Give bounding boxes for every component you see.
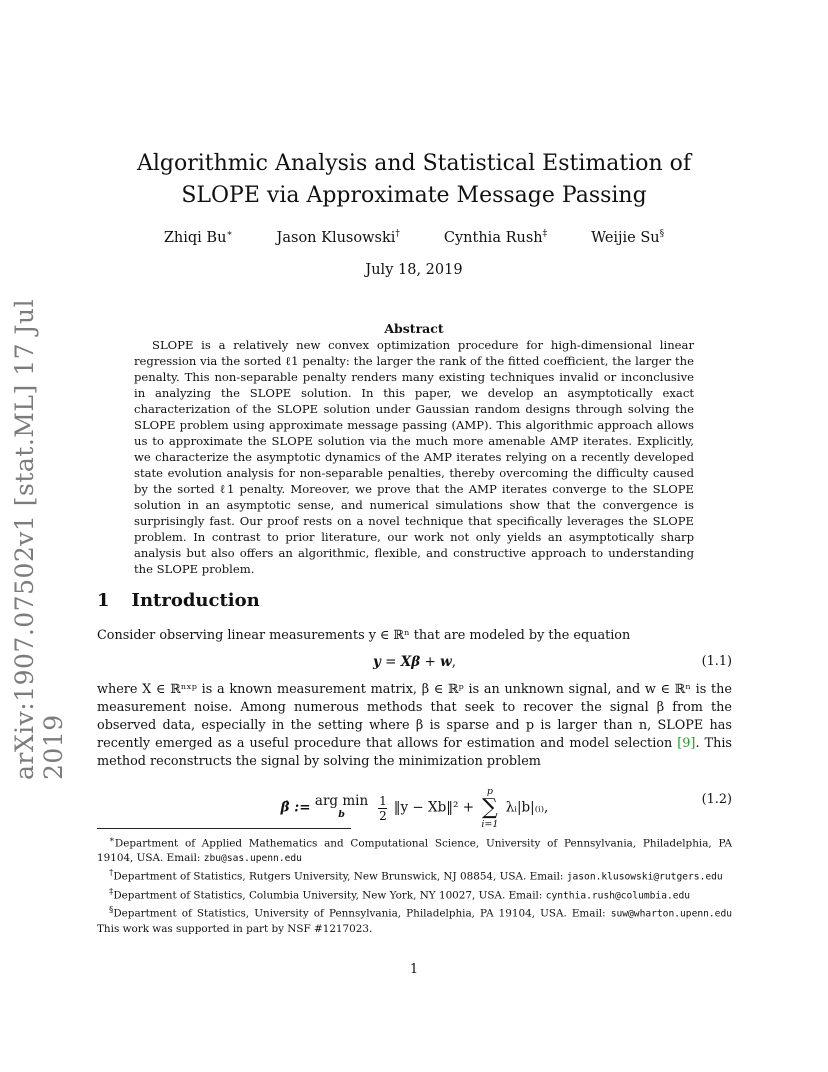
footnote-divider	[97, 828, 351, 829]
author	[277, 229, 400, 246]
equation-number: (1.1)	[701, 654, 732, 669]
equation-body: y = Xβ + w,	[372, 654, 457, 670]
eq-argmin	[315, 794, 368, 822]
footnote	[97, 866, 732, 884]
footnote	[97, 833, 732, 866]
frac-denominator: 2	[379, 808, 387, 823]
footnote-text: Department of Statistics, Rutgers University, New Brunswick, NJ 08854, USA. Email:	[113, 870, 567, 883]
citation-link[interactable]: [9]	[677, 736, 696, 751]
section-heading	[97, 590, 260, 611]
eq-y: y	[372, 654, 381, 670]
footnote-text: Department of Statistics, Columbia University, New York, NY 10027, USA. Email:	[113, 889, 546, 902]
frac-numerator: 1	[379, 793, 387, 808]
author	[444, 229, 547, 246]
author-list	[96, 229, 732, 246]
author-name: Weijie Su	[591, 229, 660, 246]
author-mark: ‡	[542, 229, 548, 239]
author	[164, 229, 233, 246]
footnote	[97, 903, 732, 936]
footnote-email[interactable]: cynthia.rush@columbia.edu	[545, 890, 691, 902]
eq-norm: ‖y − Xb‖² +	[393, 799, 475, 816]
author-name: Jason Klusowski	[276, 229, 396, 246]
author-mark: ∗	[226, 229, 233, 239]
equation-body	[97, 786, 732, 830]
sum-upper: p	[486, 786, 493, 797]
section-title: Introduction	[131, 590, 260, 611]
paragraph	[97, 681, 732, 771]
eq-beta: β	[411, 654, 421, 670]
equation-number: (1.2)	[701, 792, 732, 807]
author-name: Zhiqi Bu	[163, 229, 227, 246]
equation-1-2	[97, 782, 732, 828]
argmin-text: arg min	[314, 793, 369, 809]
eq-w: w	[440, 654, 452, 670]
author-name: Cynthia Rush	[443, 229, 543, 246]
sum-sigma: ∑	[482, 795, 498, 820]
paragraph: Consider observing linear measurements y ∈ ℝⁿ that are modeled by the equation	[97, 628, 631, 643]
footnote-mark: †	[109, 868, 114, 879]
footnote	[97, 885, 732, 903]
eq-term: λᵢ|b|₍ᵢ₎,	[505, 799, 549, 816]
paper-date: July 18, 2019	[365, 262, 463, 278]
sum-lower: i=1	[481, 819, 499, 830]
section-number: 1	[97, 590, 110, 611]
footnote-mark: ∗	[109, 835, 115, 845]
eq-sum	[481, 786, 498, 830]
footnote-text: Department of Statistics, University of Pennsylvania, Philadelphia, PA 19104, USA. Email:	[113, 907, 611, 920]
footnote-email[interactable]: zbu@sas.upenn.edu	[203, 853, 302, 865]
footnote-email[interactable]: suw@wharton.upenn.edu	[610, 908, 732, 920]
footnote-mark: §	[109, 905, 114, 916]
footnote-text: Department of Applied Mathematics and Computational Science, University of Pennsylvania, Philadelphia, PA 19104, USA. Email:	[97, 837, 732, 865]
footnote-mark: ‡	[109, 886, 114, 897]
abstract-heading: Abstract	[384, 321, 444, 336]
page-number: 1	[409, 962, 419, 977]
author-mark: †	[395, 229, 400, 239]
footnote-email[interactable]: jason.klusowski@rutgers.edu	[566, 871, 723, 883]
eq-fraction	[378, 794, 387, 823]
eq-x: X	[400, 654, 412, 670]
footnotes	[97, 833, 732, 937]
paper-title: Algorithmic Analysis and Statistical Estimation of SLOPE via Approximate Message Passing	[136, 151, 692, 208]
paragraph-text: where X ∈ ℝⁿˣᵖ is a known measurement matrix, β ∈ ℝᵖ is an unknown signal, and w ∈ ℝⁿ is the measurement noise. Among numerous methods that seek to recover the signal β from the observed data, especially in the setting where β is sparse and p is larger than n, SLOPE has recently emerged as a useful procedure that allows for estimation and model selection	[97, 682, 732, 751]
abstract-text: SLOPE is a relatively new convex optimization procedure for high-dimensional linear regression via the sorted ℓ1 penalty: the larger the rank of the fitted coefficient, the larger the penalty. This non-separable penalty renders many existing techniques invalid or inconclusive in analyzing the SLOPE solution. In this paper, we develop an asymptotically exact characterization of the SLOPE solution under Gaussian random designs through solving the SLOPE problem using approximate message passing (AMP). This algorithmic approach allows us to approximate the SLOPE solution via the much more amenable AMP iterates. Explicitly, we characterize the asymptotic dynamics of the AMP iterates relying on a recently developed state evolution analysis for non-separable penalties, thereby overcoming the difficulty caused by the sorted ℓ1 penalty. Moreover, we prove that the AMP iterates converge to the SLOPE solution in an asymptotic sense, and numerical simulations show that the convergence is surprisingly fast. Our proof rests on a novel technique that specifically leverages the SLOPE problem. In contrast to prior literature, our work not only yields an asymptotically sharp analysis but also offers an algorithmic, flexible, and constructive approach to understanding the SLOPE problem.	[134, 338, 694, 576]
equation-1-1	[97, 654, 732, 674]
author-mark: §	[659, 229, 665, 239]
eq-beta-hat: β̂ :=	[280, 799, 311, 816]
arxiv-identifier: arXiv:1907.07502v1 [stat.ML] 17 Jul 2019	[10, 298, 68, 780]
argmin-subscript: b	[338, 809, 345, 820]
footnote-after: This work was supported in part by NSF #1217023.	[97, 922, 373, 935]
author	[591, 229, 664, 246]
paragraph-text: . This method reconstructs the signal by solving the minimization problem	[97, 736, 732, 769]
